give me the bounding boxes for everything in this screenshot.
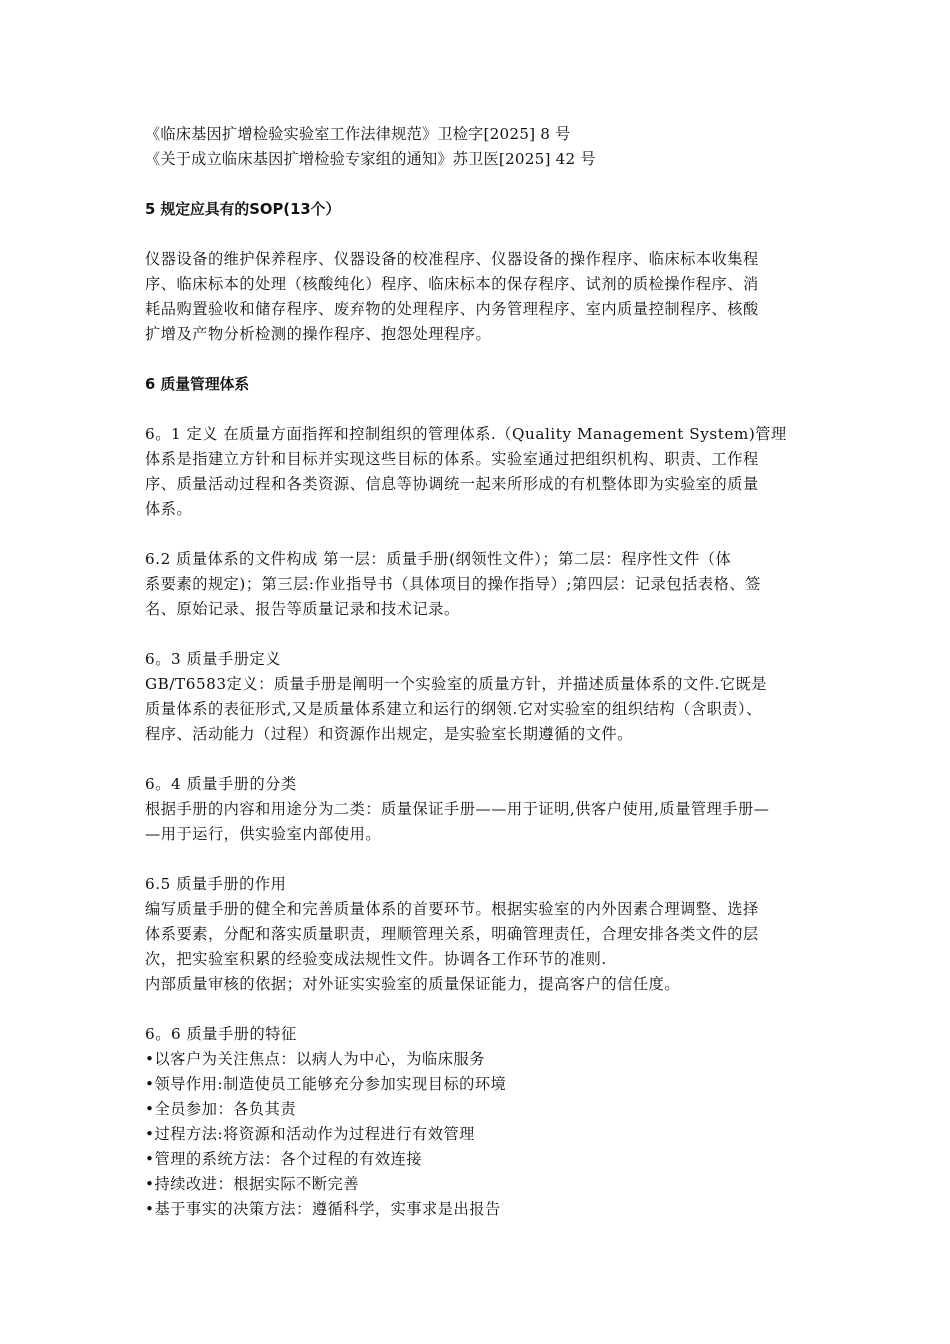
list-item: •持续改进：根据实际不断完善: [145, 1175, 360, 1193]
paragraph-line: 根据手册的内容和用途分为二类：质量保证手册——用于证明,供客户使用,质量管理手册—: [145, 800, 770, 818]
section-5-heading: 5 规定应具有的SOP(13个）: [145, 201, 341, 218]
subsection-title: 6。3 质量手册定义: [145, 650, 281, 668]
paragraph-line: 体系。: [145, 500, 193, 518]
paragraph-line: 6.2 质量体系的文件构成 第一层：质量手册(纲领性文件）；第二层：程序性文件（体: [145, 550, 732, 568]
paragraph-line: 内部质量审核的依据；对外证实实验室的质量保证能力，提高客户的信任度。: [145, 975, 681, 993]
section-6-6: [145, 1022, 810, 1222]
reference-line: 《临床基因扩增检验实验室工作法律规范》卫检字[2025] 8 号: [145, 125, 571, 143]
subsection-title: 6。6 质量手册的特征: [145, 1025, 297, 1043]
section-6-heading: 6 质量管理体系: [145, 376, 250, 393]
paragraph-line: 名、原始记录、报告等质量记录和技术记录。: [145, 600, 460, 618]
section-6-5: [145, 872, 810, 997]
paragraph-line: 扩增及产物分析检测的操作程序、抱怨处理程序。: [145, 325, 492, 343]
paragraph-line: 程序、活动能力（过程）和资源作出规定，是实验室长期遵循的文件。: [145, 725, 633, 743]
paragraph-line: 系要素的规定)；第三层:作业指导书（具体项目的操作指导）;第四层：记录包括表格、签: [145, 575, 761, 593]
list-item: •管理的系统方法：各个过程的有效连接: [145, 1150, 423, 1168]
paragraph-line: 体系是指建立方针和目标并实现这些目标的体系。实验室通过把组织机构、职责、工作程: [145, 450, 759, 468]
list-item: •以客户为关注焦点：以病人为中心，为临床服务: [145, 1050, 485, 1068]
section-5-paragraph: [145, 247, 810, 347]
list-item: •全员参加：各负其责: [145, 1100, 297, 1118]
paragraph-line: 体系要素，分配和落实质量职责，理顺管理关系，明确管理责任，合理安排各类文件的层: [145, 925, 759, 943]
section-6-4: [145, 772, 810, 847]
reference-list: [145, 122, 810, 172]
paragraph-line: 序、临床标本的处理（核酸纯化）程序、临床标本的保存程序、试剂的质检操作程序、消: [145, 275, 759, 293]
paragraph-line: 仪器设备的维护保养程序、仪器设备的校准程序、仪器设备的操作程序、临床标本收集程: [145, 250, 759, 268]
list-item: •过程方法:将资源和活动作为过程进行有效管理: [145, 1125, 475, 1143]
reference-line: 《关于成立临床基因扩增检验专家组的通知》苏卫医[2025] 42 号: [145, 150, 596, 168]
subsection-title: 6.5 质量手册的作用: [145, 875, 287, 893]
subsection-title: 6。4 质量手册的分类: [145, 775, 297, 793]
section-6-3: [145, 647, 810, 747]
paragraph-line: 6。1 定义 在质量方面指挥和控制组织的管理体系.（Quality Management System)管理: [145, 425, 787, 443]
list-item: •领导作用:制造使员工能够充分参加实现目标的环境: [145, 1075, 507, 1093]
paragraph-line: 次，把实验室积累的经验变成法规性文件。协调各工作环节的准则.: [145, 950, 607, 968]
paragraph-line: 耗品购置验收和储存程序、废弃物的处理程序、内务管理程序、室内质量控制程序、核酸: [145, 300, 759, 318]
section-6-2: [145, 547, 810, 622]
list-item: •基于事实的决策方法：遵循科学，实事求是出报告: [145, 1200, 501, 1218]
paragraph-line: 编写质量手册的健全和完善质量体系的首要环节。根据实验室的内外因素合理调整、选择: [145, 900, 759, 918]
section-6-1: [145, 422, 810, 522]
paragraph-line: 序、质量活动过程和各类资源、信息等协调统一起来所形成的有机整体即为实验室的质量: [145, 475, 759, 493]
document-page: [145, 122, 810, 1222]
paragraph-line: 质量体系的表征形式,又是质量体系建立和运行的纲领.它对实验室的组织结构（含职责）、: [145, 700, 762, 718]
paragraph-line: —用于运行，供实验室内部使用。: [145, 825, 382, 843]
paragraph-line: GB/T6583定义：质量手册是阐明一个实验室的质量方针，并描述质量体系的文件.它既是: [145, 675, 768, 693]
